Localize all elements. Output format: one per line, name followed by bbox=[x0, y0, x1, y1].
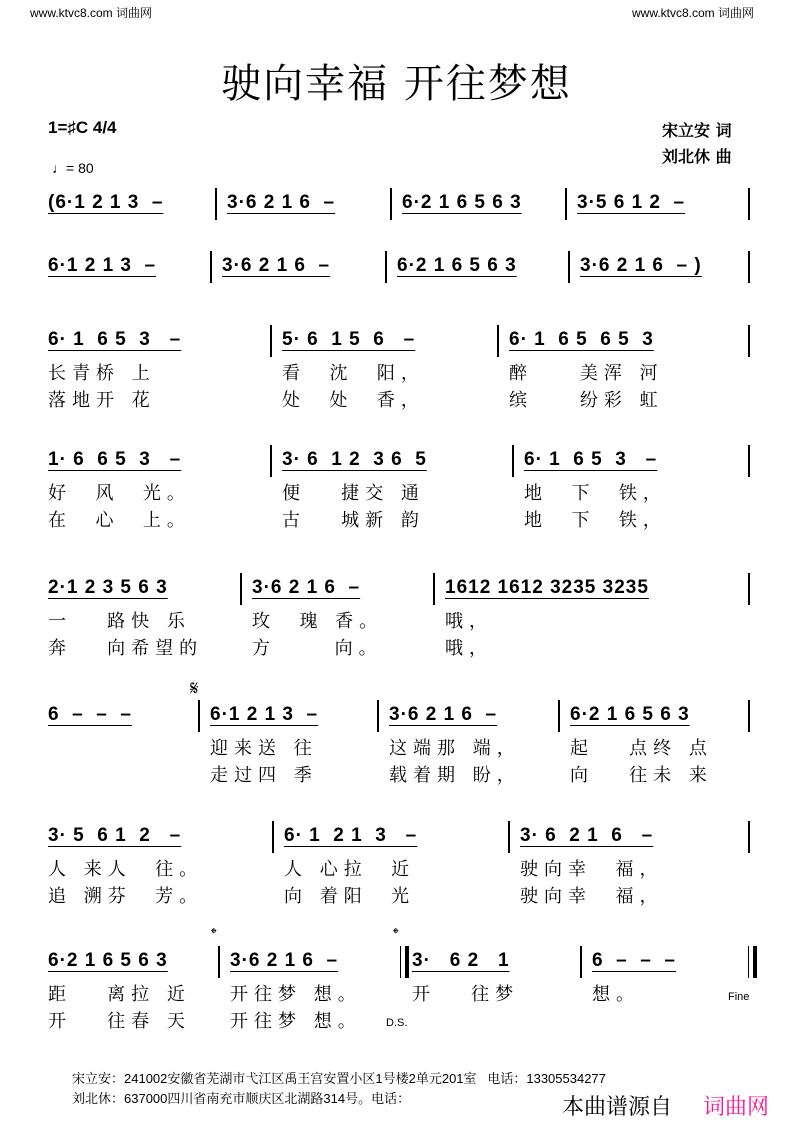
lyric-verse-2: 方 向。 bbox=[252, 638, 383, 659]
source-site-logo[interactable]: 词曲网 bbox=[703, 1095, 770, 1120]
lyric-verse-2: 走过四 季 bbox=[210, 765, 318, 786]
measure-notes: 3·6 2 1 6 – bbox=[222, 255, 331, 276]
lyric-verse-1: 开往梦 想。 bbox=[230, 984, 362, 1005]
barline bbox=[748, 700, 750, 732]
barline bbox=[748, 188, 750, 220]
composer-credit: 刘北休 曲 bbox=[662, 147, 732, 166]
barline bbox=[748, 325, 750, 357]
measure-notes: 3·6 2 1 6 – bbox=[230, 950, 339, 971]
barline bbox=[385, 251, 387, 283]
measure-notes: 3·6 2 1 6 – bbox=[252, 577, 361, 598]
measure-notes: 6· 1 2 1 3 – bbox=[284, 825, 418, 846]
lyric-verse-1: 好 风 光。 bbox=[48, 483, 191, 504]
lyric-verse-1: 地 下 铁， bbox=[524, 483, 667, 504]
lyric-verse-1: 长青桥 上 bbox=[48, 363, 156, 384]
barline bbox=[390, 188, 392, 220]
measure-notes: 1612 1612 3235 3235 bbox=[445, 577, 649, 598]
barline bbox=[748, 573, 750, 605]
barline bbox=[748, 821, 750, 853]
composer-address: 刘北休：637000四川省南充市顺庆区北湖路314号。电话： bbox=[72, 1091, 411, 1106]
barline bbox=[215, 188, 217, 220]
lyric-verse-1: 距 离拉 近 bbox=[48, 984, 191, 1005]
coda-icon: 𝄌 bbox=[393, 926, 399, 943]
lyric-verse-1: 玫 瑰 香。 bbox=[252, 611, 384, 632]
barline bbox=[210, 251, 212, 283]
source-label: 本曲谱源自 bbox=[562, 1095, 673, 1120]
lyric-verse-2: 追 溯芬 芳。 bbox=[48, 886, 204, 907]
key-signature: 1=♯C 4/4 bbox=[48, 118, 117, 137]
tempo-marking: ♩= 80 bbox=[52, 160, 94, 176]
barline bbox=[568, 251, 570, 283]
lyric-verse-1: 便 捷交 通 bbox=[282, 483, 425, 504]
lyric-verse-2: 向 着阳 光 bbox=[284, 886, 416, 907]
measure-notes: 6· 1 6 5 6 5 3 bbox=[509, 329, 654, 350]
lyric-verse-2: 开往梦 想。 bbox=[230, 1011, 362, 1032]
barline bbox=[512, 445, 514, 477]
segno-icon: 𝄋 bbox=[190, 678, 199, 700]
lyric-verse-1: 这端那 端， bbox=[389, 738, 521, 759]
barline bbox=[580, 946, 582, 978]
barline bbox=[748, 251, 750, 283]
lyric-verse-2: 缤 纷彩 虹 bbox=[509, 390, 664, 411]
barline bbox=[218, 946, 220, 978]
coda-icon: 𝄌 bbox=[211, 926, 217, 943]
lyric-verse-1: 驶向幸 福， bbox=[520, 859, 664, 880]
lyric-verse-2: 古 城新 韵 bbox=[282, 510, 425, 531]
measure-notes: (6·1 2 1 3 – bbox=[48, 192, 164, 213]
measure-notes: 3·6 2 1 6 – bbox=[227, 192, 336, 213]
lyric-verse-2: 驶向幸 福， bbox=[520, 886, 664, 907]
measure-notes: 3·6 2 1 6 – ) bbox=[580, 255, 702, 276]
barline bbox=[400, 946, 405, 978]
lyric-verse-2: 向 往未 来 bbox=[570, 765, 713, 786]
measure-notes: 3·5 6 1 2 – bbox=[577, 192, 686, 213]
measure-notes: 3· 6 2 1 bbox=[412, 950, 510, 971]
measure-notes: 1· 6 6 5 3 – bbox=[48, 449, 182, 470]
barline bbox=[748, 445, 750, 477]
lyric-verse-1: 想。 bbox=[592, 984, 640, 1005]
song-title: 驶向幸福 开往梦想 bbox=[221, 61, 572, 107]
lyric-verse-1: 人 来人 往。 bbox=[48, 859, 204, 880]
measure-notes: 6·2 1 6 5 6 3 bbox=[402, 192, 522, 213]
lyric-verse-1: 开 往梦 bbox=[412, 984, 520, 1005]
final-barline bbox=[748, 946, 753, 978]
lyric-verse-1: 醉 美浑 河 bbox=[509, 363, 664, 384]
lyric-verse-2: 哦， bbox=[445, 638, 493, 659]
barline bbox=[497, 325, 499, 357]
lyricist-address: 宋立安：241002安徽省芜湖市弋江区禹王宫安置小区1号楼2单元201室 电话：13305534277 bbox=[72, 1071, 606, 1086]
lyric-verse-2: 奔 向希望的 bbox=[48, 638, 204, 659]
measure-notes: 3· 6 1 2 3 6 5 bbox=[282, 449, 427, 470]
barline bbox=[565, 188, 567, 220]
measure-notes: 6·2 1 6 5 6 3 bbox=[570, 704, 690, 725]
lyric-verse-1: 看 沈 阳， bbox=[282, 363, 425, 384]
measure-notes: 6·1 2 1 3 – bbox=[210, 704, 319, 725]
lyric-verse-1: 迎来送 往 bbox=[210, 738, 318, 759]
measure-notes: 3· 6 2 1 6 – bbox=[520, 825, 654, 846]
lyric-verse-1: 哦， bbox=[445, 611, 493, 632]
lyric-verse-2: 落地开 花 bbox=[48, 390, 156, 411]
barline bbox=[377, 700, 379, 732]
measure-notes: 6·2 1 6 5 6 3 bbox=[397, 255, 517, 276]
lyricist-credit: 宋立安 词 bbox=[662, 121, 732, 140]
fine-marking: Fine bbox=[728, 991, 750, 1003]
barline bbox=[508, 821, 510, 853]
lyric-verse-2: 处 处 香， bbox=[282, 390, 425, 411]
measure-notes: 6·2 1 6 5 6 3 bbox=[48, 950, 168, 971]
lyric-verse-2: 开 往春 天 bbox=[48, 1011, 191, 1032]
lyric-verse-1: 人 心拉 近 bbox=[284, 859, 416, 880]
barline bbox=[240, 573, 242, 605]
measure-notes: 3·6 2 1 6 – bbox=[389, 704, 498, 725]
lyric-verse-2: 载着期 盼， bbox=[389, 765, 521, 786]
measure-notes: 6· 1 6 5 3 – bbox=[48, 329, 182, 350]
barline bbox=[433, 573, 435, 605]
lyric-verse-1: 一 路快 乐 bbox=[48, 611, 191, 632]
measure-notes: 6 – – – bbox=[48, 704, 132, 725]
measure-notes: 5· 6 1 5 6 – bbox=[282, 329, 416, 350]
measure-notes: 6·1 2 1 3 – bbox=[48, 255, 157, 276]
measure-notes: 2·1 2 3 5 6 3 bbox=[48, 577, 168, 598]
barline bbox=[270, 445, 272, 477]
lyric-verse-2: 在 心 上。 bbox=[48, 510, 191, 531]
measure-notes: 6 – – – bbox=[592, 950, 676, 971]
barline bbox=[272, 821, 274, 853]
lyric-verse-1: 起 点终 点 bbox=[570, 738, 713, 759]
measure-notes: 3· 5 6 1 2 – bbox=[48, 825, 182, 846]
barline bbox=[270, 325, 272, 357]
ds-marking: D.S. bbox=[386, 1017, 408, 1029]
barline bbox=[198, 700, 200, 732]
lyric-verse-2: 地 下 铁， bbox=[524, 510, 667, 531]
barline bbox=[558, 700, 560, 732]
watermark-right: www.ktvc8.com 词曲网 bbox=[632, 6, 755, 20]
watermark-left: www.ktvc8.com 词曲网 bbox=[30, 6, 153, 20]
measure-notes: 6· 1 6 5 3 – bbox=[524, 449, 658, 470]
